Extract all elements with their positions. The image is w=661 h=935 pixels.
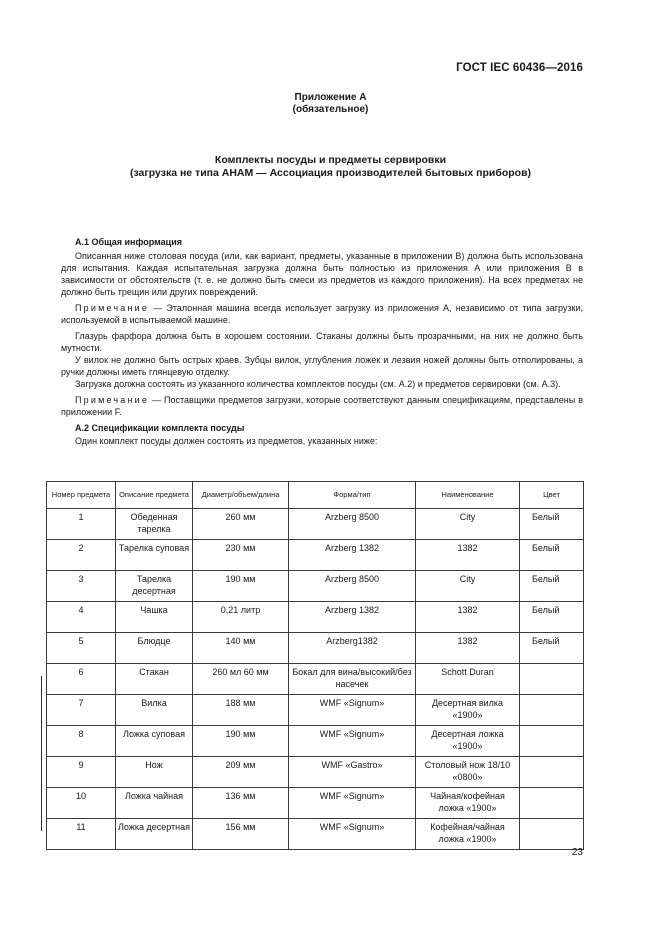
tableware-spec-table bbox=[46, 481, 584, 850]
cell-form: Arzberg 8500 bbox=[289, 509, 416, 540]
cell-desc: Ложка десертная bbox=[116, 819, 193, 850]
doc-title-line1: Комплекты посуды и предметы сервировки bbox=[214, 154, 447, 166]
header-dim: Диаметр/объем/длина bbox=[193, 482, 289, 509]
table-row bbox=[47, 509, 584, 540]
cell-form: Arzberg 8500 bbox=[289, 571, 416, 602]
cell-name: Кофейная/чайная ложка «1900» bbox=[416, 819, 520, 850]
cell-desc: Ложка чайная bbox=[116, 788, 193, 819]
cell-num: 11 bbox=[47, 819, 116, 850]
section-a1-paragraph-3: У вилок не должно быть острых краев. Зубцы вилок, углубления ложек и лезвия ножей должны быть отполированы, а ручки должны иметь глянцевую отделку. bbox=[61, 355, 583, 377]
cell-desc: Тарелка суповая bbox=[116, 540, 193, 571]
cell-dim: 260 мл 60 мм bbox=[193, 664, 289, 695]
section-a1-note-2 bbox=[61, 394, 583, 418]
cell-color: Белый bbox=[520, 509, 584, 540]
cell-num: 9 bbox=[47, 757, 116, 788]
cell-desc: Вилка bbox=[116, 695, 193, 726]
cell-color bbox=[520, 695, 584, 726]
cell-form: Arzberg1382 bbox=[289, 633, 416, 664]
header-desc: Описание предмета bbox=[116, 482, 193, 509]
cell-color: Белый bbox=[520, 540, 584, 571]
cell-dim: 0,21 литр bbox=[193, 602, 289, 633]
cell-desc: Ложка суповая bbox=[116, 726, 193, 757]
cell-form: WMF «Gastro» bbox=[289, 757, 416, 788]
note-1-label: Примечание bbox=[75, 303, 150, 313]
cell-num: 10 bbox=[47, 788, 116, 819]
doc-title-line2: (загрузка не типа АНАМ — Ассоциация производителей бытовых приборов) bbox=[129, 167, 532, 179]
table-row bbox=[47, 757, 584, 788]
cell-form: Arzberg 1382 bbox=[289, 602, 416, 633]
cell-color: Белый bbox=[520, 571, 584, 602]
cell-form: WMF «Signum» bbox=[289, 819, 416, 850]
cell-name: Schott Duran bbox=[416, 664, 520, 695]
table-row bbox=[47, 602, 584, 633]
cell-form: WMF «Signum» bbox=[289, 695, 416, 726]
cell-form: WMF «Signum» bbox=[289, 726, 416, 757]
cell-num: 4 bbox=[47, 602, 116, 633]
section-a1-paragraph-1: Описанная ниже столовая посуда (или, как вариант, предметы, указанные в приложении В) должна быть использована для испытания. Каждая испытательная загрузка должна быть полностью из приложения А или приложения В в зависимости от обстоятельств (т. е. не должно быть смеси из предметов из каждого приложения). На всех предметах не должно быть трещин или других повреждений. bbox=[61, 251, 583, 297]
cell-dim: 260 мм bbox=[193, 509, 289, 540]
cell-name: 1382 bbox=[416, 602, 520, 633]
header-form: Форма/тип bbox=[289, 482, 416, 509]
table-header-row bbox=[47, 482, 584, 509]
cell-desc: Обеденная тарелка bbox=[116, 509, 193, 540]
section-a1-paragraph-4: Загрузка должна состоять из указанного количества комплектов посуды (см. А.2) и предметов сервировки (см. А.3). bbox=[75, 379, 561, 389]
section-a1-heading: А.1 Общая информация bbox=[75, 237, 182, 247]
cell-color bbox=[520, 819, 584, 850]
cell-dim: 136 мм bbox=[193, 788, 289, 819]
cell-dim: 230 мм bbox=[193, 540, 289, 571]
cell-dim: 188 мм bbox=[193, 695, 289, 726]
cell-color bbox=[520, 664, 584, 695]
cell-dim: 140 мм bbox=[193, 633, 289, 664]
cell-desc: Чашка bbox=[116, 602, 193, 633]
cell-name: 1382 bbox=[416, 633, 520, 664]
cell-name: Чайная/кофейная ложка «1900» bbox=[416, 788, 520, 819]
header-name: Наименование bbox=[416, 482, 520, 509]
note-1-text: — Эталонная машина всегда использует загрузку из приложения А, независимо от типа загрузки, используемой в испытываемой машине. bbox=[61, 303, 583, 325]
cell-num: 6 bbox=[47, 664, 116, 695]
annex-status: (обязательное) bbox=[292, 104, 369, 115]
cell-num: 5 bbox=[47, 633, 116, 664]
cell-desc: Стакан bbox=[116, 664, 193, 695]
cell-num: 8 bbox=[47, 726, 116, 757]
cell-desc: Нож bbox=[116, 757, 193, 788]
section-a2-intro: Один комплект посуды должен состоять из предметов, указанных ниже: bbox=[75, 436, 378, 446]
cell-name: 1382 bbox=[416, 540, 520, 571]
cell-dim: 190 мм bbox=[193, 726, 289, 757]
cell-dim: 190 мм bbox=[193, 571, 289, 602]
cell-dim: 209 мм bbox=[193, 757, 289, 788]
table-row bbox=[47, 695, 584, 726]
cell-name: Столовый нож 18/10 «0800» bbox=[416, 757, 520, 788]
cell-color: Белый bbox=[520, 633, 584, 664]
note-2-text: — Поставщики предметов загрузки, которые соответствуют данным спецификациям, представлены в приложении F. bbox=[61, 395, 583, 417]
cell-color: Белый bbox=[520, 602, 584, 633]
cell-num: 1 bbox=[47, 509, 116, 540]
section-a1-note-1 bbox=[61, 302, 583, 326]
table-row bbox=[47, 726, 584, 757]
section-a2-heading: А.2 Спецификации комплекта посуды bbox=[75, 423, 245, 433]
note-2-label: Примечание bbox=[75, 395, 150, 405]
cell-desc: Блюдце bbox=[116, 633, 193, 664]
table-row bbox=[47, 788, 584, 819]
cell-form: WMF «Signum» bbox=[289, 788, 416, 819]
standard-code: ГОСТ IEC 60436—2016 bbox=[456, 62, 583, 74]
header-color: Цвет bbox=[520, 482, 584, 509]
table-row bbox=[47, 633, 584, 664]
change-bar bbox=[41, 676, 42, 831]
cell-num: 2 bbox=[47, 540, 116, 571]
cell-color bbox=[520, 788, 584, 819]
cell-name: City bbox=[416, 571, 520, 602]
table-row bbox=[47, 664, 584, 695]
cell-desc: Тарелка десертная bbox=[116, 571, 193, 602]
section-a1-paragraph-2: Глазурь фарфора должна быть в хорошем состоянии. Стаканы должны быть прозрачными, на них не должно быть мутности. bbox=[61, 331, 583, 353]
cell-num: 7 bbox=[47, 695, 116, 726]
header-num: Номер предмета bbox=[47, 482, 116, 509]
cell-dim: 156 мм bbox=[193, 819, 289, 850]
cell-num: 3 bbox=[47, 571, 116, 602]
cell-name: Десертная вилка «1900» bbox=[416, 695, 520, 726]
cell-form: Бокал для вина/высокий/без насечек bbox=[289, 664, 416, 695]
cell-color bbox=[520, 757, 584, 788]
page-number: 23 bbox=[571, 847, 583, 858]
cell-color bbox=[520, 726, 584, 757]
cell-form: Arzberg 1382 bbox=[289, 540, 416, 571]
annex-title: Приложение А bbox=[294, 92, 367, 103]
section-a1 bbox=[61, 236, 583, 447]
table-row bbox=[47, 540, 584, 571]
table-row bbox=[47, 571, 584, 602]
table-row bbox=[47, 819, 584, 850]
cell-name: Десертная ложка «1900» bbox=[416, 726, 520, 757]
cell-name: City bbox=[416, 509, 520, 540]
